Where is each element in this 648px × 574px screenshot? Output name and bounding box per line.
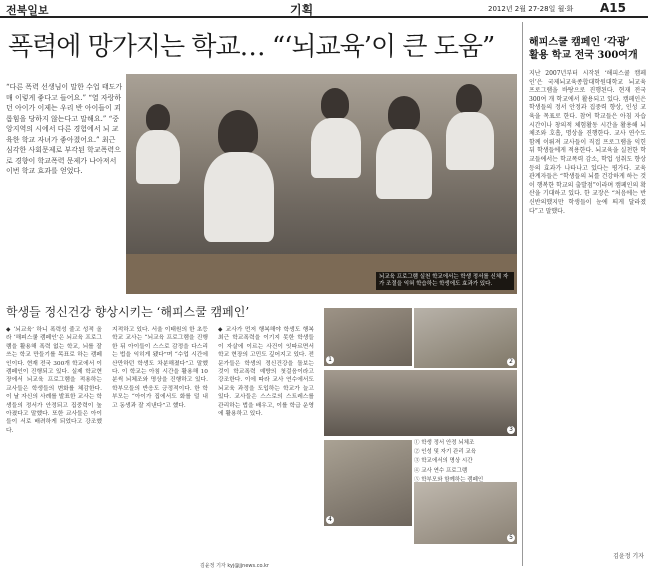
sidebar-byline: 김윤정 기자 xyxy=(613,553,644,560)
photo-2: 2 xyxy=(414,308,517,368)
photo-3: 3 xyxy=(324,370,517,436)
article-column-2: 지적하고 있다. 서울 이태원의 한 초등학교 교사는 “뇌교육 프로그램을 진행한 뒤 아이들이 스스로 감정을 다스리는 법을 익히게 됐다”며 “수업 시간에 산만하던 학생도 차분해졌다”고 말했다. 이 학교는 아침 시간을 활용해 10분씩 뇌체조와 명상을 진행하고 있다. 학부모들의 반응도 긍정적이다. 한 학부모는 “아이가 집에서도 화를 덜 내고 동생과 잘 지낸다”고 했다. xyxy=(112,327,208,409)
main-photo-caption: 뇌교육 프로그램 실천 학교에서는 학생 정서를 신체 자가 조절을 익혀 학습하는 학생에도 효과가 있다. xyxy=(376,272,514,290)
sidebar-body: 지난 2007년부터 시작된 ‘해피스쿨 캠페인’은 국제뇌교육종합대학원대학교 뇌교육 프로그램을 바탕으로 진행된다. 현재 전국 300여 개 학교에서 활용되고 있다. 캠페인은 학생들의 정서 안정과 집중력 향상, 인성 교육을 목표로 한다. 참여 학교들은 아침 자습 시간이나 창의적 체험활동 시간을 활용해 뇌체조와 호흡, 명상을 진행한다. 교사 연수도 함께 이뤄져 교사들이 직접 프로그램을 익힌 뒤 학생들에게 적용한다. 뇌교육을 실천한 학교들에서는 학교폭력 감소, 학업 성취도 향상 등의 효과가 나타나고 있다는 평가다. 교육 관계자들은 “학생들의 뇌를 건강하게 하는 것이 행복한 학교의 출발점”이라며 캠페인의 확산을 기대하고 있다. 한 교장은 “처음에는 반신반의했지만 학생들이 눈에 띄게 달라졌다”고 말했다. xyxy=(529,70,646,215)
masthead xyxy=(0,0,648,18)
sidebar-title: 해피스쿨 캠페인 ‘각광’ xyxy=(529,37,630,48)
photo-caption: ③ 학교에서의 명상 시간 xyxy=(414,458,473,465)
issue-date: 2012년 2월 27-28일 월·화 xyxy=(488,5,574,13)
lead-paragraph: “다른 폭력 선생님이 말한 수업 태도가 매 이렇게 좋다고 들어요.” “열 자랑하던 아이가 이제는 우리 반 아이들이 괴롭힘을 당하지 않는다고 말해요.” “중앙지역의 시에서 다른 경험에서 뇌 교육한 학교 자녀가 좋아졌어요.” 최근 심각한 사회문제로 부각된 학교폭력으로 경향이 학교폭력 문제가 나아져서 이번 학교 효과를 얻었다. xyxy=(6,83,123,175)
newspaper-name: 전북일보 xyxy=(6,4,49,17)
photo-caption: ② 인성 및 자기 관리 교육 xyxy=(414,449,477,456)
headline: 폭력에 망가지는 학교… “‘뇌교육’이 큰 도움” xyxy=(8,32,495,62)
article-byline: 김윤정 기자 kyj@jjnews.co.kr xyxy=(200,563,269,569)
sidebar-article xyxy=(522,22,646,566)
photo-caption: ⑤ 학부모와 함께하는 캠페인 xyxy=(414,476,484,483)
section-name: 기획 xyxy=(290,3,314,17)
photo-caption: ④ 교사 연수 프로그램 xyxy=(414,467,468,474)
article-column-1: ◆ ‘뇌교육’ 하니 폭력성 줄고 성적 올라 ‘해피스쿨 캠페인’은 뇌교육 프로그램을 활용해 폭력 없는 학교, 뇌를 잘 쓰는 학교 만들기를 목표로 하는 캠페인이다. 현재 전국 300개 학교에서 이 캠페인이 진행되고 있다. 실제 학교현장에서 뇌교육 프로그램을 적용하는 교사들은 학생들의 변화를 체감한다. 이 날 자신의 사례를 발표한 교사는 학생들의 정서가 안정되고 집중력이 높아졌다고 말했다. 또한 교사들은 아이들이 서로 배려하게 되었다고 강조했다. xyxy=(6,327,102,434)
subheadline: 학생들 정신건강 향상시키는 ‘해피스쿨 캠페인’ xyxy=(6,305,250,319)
photo-caption: ① 학생 정서 안정 뇌체조 xyxy=(414,440,475,446)
sidebar-subtitle: 활용 학교 전국 300여개 xyxy=(529,50,638,61)
photo-captions xyxy=(414,440,517,486)
article-column-3: ◆ 교사가 먼저 행복해야 학생도 행복 최근 학교폭력을 이기지 못한 학생들이 자살에 이르는 사건이 잇따르면서 학교 현장의 고민도 깊어지고 있다. 전문가들은 학생의 정신건강을 돌보는 것이 학교폭력 예방의 첫걸음이라고 강조한다. 이에 따라 교사 연수에서도 뇌교육 과정을 도입하는 학교가 늘고 있다. 교사들은 스스로의 스트레스를 관리하는 법을 배우고, 이를 학급 운영에 활용하고 있다. xyxy=(218,327,314,418)
photo-1: 1 xyxy=(324,308,412,366)
photo-5: 5 xyxy=(414,482,517,544)
page-number: A15 xyxy=(600,1,626,15)
main-photo xyxy=(126,74,517,294)
photo-4: 4 xyxy=(324,440,412,526)
